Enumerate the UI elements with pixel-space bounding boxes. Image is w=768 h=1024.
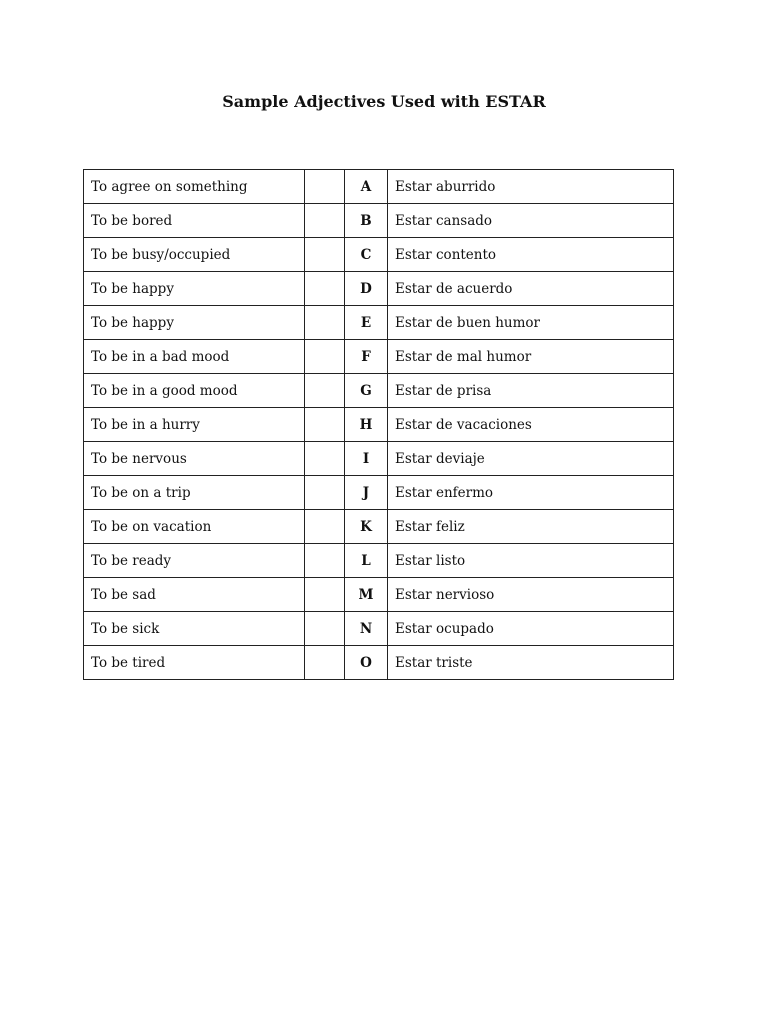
table-row: [84, 374, 674, 408]
spanish-phrase-cell: Estar contento: [388, 238, 674, 272]
table-row: [84, 272, 674, 306]
spanish-phrase-cell: Estar ocupado: [388, 612, 674, 646]
option-letter-cell: E: [345, 306, 388, 340]
option-letter-cell: C: [345, 238, 388, 272]
option-letter-cell: G: [345, 374, 388, 408]
table-row: [84, 476, 674, 510]
option-letter-cell: B: [345, 204, 388, 238]
spanish-phrase-cell: Estar de mal humor: [388, 340, 674, 374]
answer-blank-cell: [305, 340, 345, 374]
table-row: [84, 544, 674, 578]
english-phrase-cell: To be on a trip: [84, 476, 305, 510]
answer-blank-cell: [305, 204, 345, 238]
option-letter-cell: F: [345, 340, 388, 374]
answer-blank-cell: [305, 238, 345, 272]
spanish-phrase-cell: Estar feliz: [388, 510, 674, 544]
table-row: [84, 578, 674, 612]
english-phrase-cell: To be on vacation: [84, 510, 305, 544]
answer-blank-cell: [305, 578, 345, 612]
answer-blank-cell: [305, 442, 345, 476]
table-row: [84, 170, 674, 204]
english-phrase-cell: To be busy/occupied: [84, 238, 305, 272]
answer-blank-cell: [305, 544, 345, 578]
spanish-phrase-cell: Estar de acuerdo: [388, 272, 674, 306]
spanish-phrase-cell: Estar de vacaciones: [388, 408, 674, 442]
table-row: [84, 204, 674, 238]
english-phrase-cell: To be sad: [84, 578, 305, 612]
option-letter-cell: M: [345, 578, 388, 612]
answer-blank-cell: [305, 170, 345, 204]
spanish-phrase-cell: Estar cansado: [388, 204, 674, 238]
spanish-phrase-cell: Estar deviaje: [388, 442, 674, 476]
answer-blank-cell: [305, 476, 345, 510]
option-letter-cell: O: [345, 646, 388, 680]
english-phrase-cell: To be in a hurry: [84, 408, 305, 442]
page-title: Sample Adjectives Used with ESTAR: [222, 92, 546, 111]
english-phrase-cell: To be in a good mood: [84, 374, 305, 408]
spanish-phrase-cell: Estar listo: [388, 544, 674, 578]
option-letter-cell: J: [345, 476, 388, 510]
option-letter-cell: A: [345, 170, 388, 204]
answer-blank-cell: [305, 374, 345, 408]
table-row: [84, 238, 674, 272]
english-phrase-cell: To be ready: [84, 544, 305, 578]
table-row: [84, 510, 674, 544]
english-phrase-cell: To be in a bad mood: [84, 340, 305, 374]
english-phrase-cell: To agree on something: [84, 170, 305, 204]
table-body: [84, 170, 674, 680]
spanish-phrase-cell: Estar triste: [388, 646, 674, 680]
option-letter-cell: L: [345, 544, 388, 578]
option-letter-cell: I: [345, 442, 388, 476]
table-row: [84, 612, 674, 646]
answer-blank-cell: [305, 408, 345, 442]
english-phrase-cell: To be nervous: [84, 442, 305, 476]
option-letter-cell: D: [345, 272, 388, 306]
table-row: [84, 442, 674, 476]
matching-table: [83, 169, 674, 680]
answer-blank-cell: [305, 646, 345, 680]
spanish-phrase-cell: Estar enfermo: [388, 476, 674, 510]
english-phrase-cell: To be tired: [84, 646, 305, 680]
table-row: [84, 340, 674, 374]
english-phrase-cell: To be happy: [84, 306, 305, 340]
spanish-phrase-cell: Estar nervioso: [388, 578, 674, 612]
answer-blank-cell: [305, 272, 345, 306]
table-row: [84, 646, 674, 680]
english-phrase-cell: To be happy: [84, 272, 305, 306]
answer-blank-cell: [305, 306, 345, 340]
option-letter-cell: K: [345, 510, 388, 544]
option-letter-cell: N: [345, 612, 388, 646]
english-phrase-cell: To be bored: [84, 204, 305, 238]
spanish-phrase-cell: Estar de buen humor: [388, 306, 674, 340]
option-letter-cell: H: [345, 408, 388, 442]
table-row: [84, 306, 674, 340]
answer-blank-cell: [305, 612, 345, 646]
spanish-phrase-cell: Estar de prisa: [388, 374, 674, 408]
english-phrase-cell: To be sick: [84, 612, 305, 646]
table-row: [84, 408, 674, 442]
spanish-phrase-cell: Estar aburrido: [388, 170, 674, 204]
answer-blank-cell: [305, 510, 345, 544]
